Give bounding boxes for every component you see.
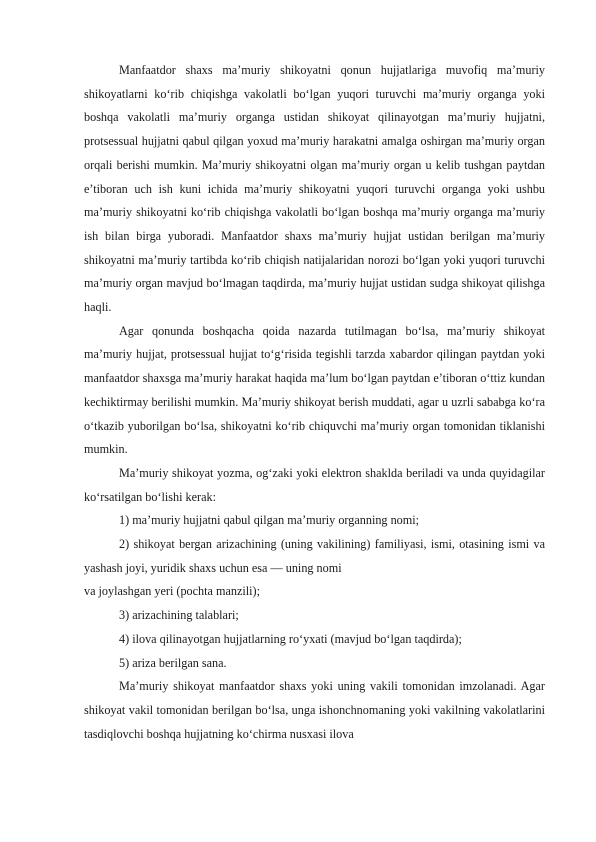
list-item-requirements: 3) arizachining talablari; — [119, 608, 239, 623]
list-item-attachments: 4) ilova qilinayotgan hujjatlarning ro‘yxati (mavjud bo‘lgan taqdirda); — [119, 631, 462, 646]
list-item-organ-name: 1) ma’muriy hujjatni qabul qilgan ma’muriy organning nomi; — [119, 513, 420, 528]
list-item-applicant-details-line1: 2) shikoyat bergan arizachining (uning vakilining) familiyasi, ismi, otasining ismi va yashash joyi, yuridik shaxs uchun esa — uning nomi — [84, 537, 545, 575]
list-item-applicant-details-line2: va joylashgan yeri (pochta manzili); — [84, 584, 260, 599]
paragraph-filing-procedure: Manfaatdor shaxs ma’muriy shikoyatni qonun hujjatlariga muvofiq ma’muriy shikoyatlarni ko‘rib chiqishga vakolatli bo‘lgan yuqori turuvchi ma’muriy organga yoki boshqa vakolatli ma’muriy organga ustidan shikoyat qilinayotgan ma’muriy hujjatni, protsessual hujjatni qabul qilgan yoxud ma’muriy harakatni amalga oshirgan ma’muriy organ orqali berishi mumkin. Ma’muriy shikoyatni olgan ma’muriy organ u kelib tushgan paytdan e’tiboran uch ish kuni ichida ma’muriy shikoyatni yuqori turuvchi organga yoki ushbu ma’muriy shikoyatni ko‘rib chiqishga vakolatli bo‘lgan boshqa ma’muriy organga ma’muriy ish bilan birga yuboradi. Manfaatdor shaxs ma’muriy hujjat ustidan berilgan ma’muriy shikoyatni ma’muriy tartibda ko‘rib chiqish natijalaridan norozi bo‘lgan yoki yuqori turuvchi ma’muriy organ mavjud bo‘lmagan taqdirda, ma’muriy hujjat ustidan sudga shikoyat qilishga haqli. — [84, 63, 545, 315]
paragraph-filing-deadline: Agar qonunda boshqacha qoida nazarda tutilmagan bo‘lsa, ma’muriy shikoyat ma’muriy hujjat, protsessual hujjat to‘g‘risida tegishli tarzda xabardor qilingan paytdan yoki manfaatdor shaxsga ma’muriy harakat haqida ma’lum bo‘lgan paytdan e’tiboran o‘ttiz kundan kechiktirmay berilishi mumkin. Ma’muriy shikoyat berish muddati, agar u uzrli sababga ko‘ra o‘tkazib yuborilgan bo‘lsa, shikoyatni ko‘rib chiquvchi ma’muriy organ tomonidan tiklanishi mumkin. — [84, 323, 545, 457]
list-item-date: 5) ariza berilgan sana. — [119, 655, 227, 670]
paragraph-complaint-form: Ma’muriy shikoyat yozma, og‘zaki yoki elektron shaklda beriladi va unda quyidagilar ko‘rsatilgan bo‘lishi kerak: — [84, 465, 545, 504]
document-page — [84, 59, 545, 746]
list-item-applicant-details — [84, 533, 545, 604]
paragraph-signature: Ma’muriy shikoyat manfaatdor shaxs yoki uning vakili tomonidan imzolanadi. Agar shikoyat vakil tomonidan berilgan bo‘lsa, unga ishonchnomaning yoki vakilning vakolatlarini tasdiqlovchi boshqa hujjatning ko‘chirma nusxasi ilova — [84, 679, 545, 741]
